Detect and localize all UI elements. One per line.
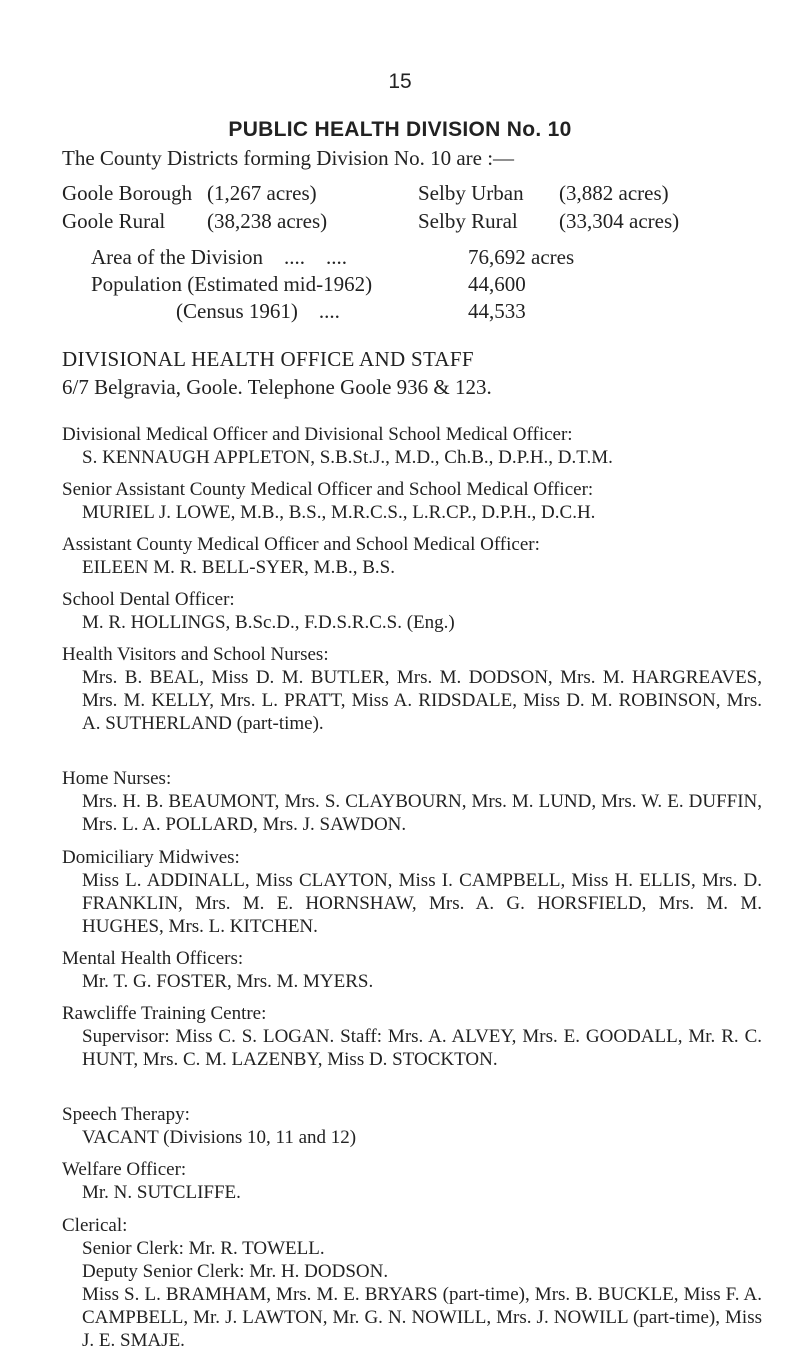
- district-name: Goole Borough: [62, 181, 193, 205]
- section-title: Clerical:: [62, 1215, 128, 1236]
- staff-names: VACANT (Divisions 10, 11 and 12): [82, 1127, 357, 1148]
- staff-names: Supervisor: Miss C. S. LOGAN. Staff: Mrs. A. ALVEY, Mrs. E. GOODALL, Mr. R. C. HUNT, Mrs. C. M. LAZENBY, Miss D. STOCKTON.: [82, 1026, 762, 1070]
- staff-names: MURIEL J. LOWE, M.B., B.S., M.R.C.S., L.R.CP., D.P.H., D.C.H.: [82, 502, 596, 523]
- section-body: [62, 1237, 762, 1352]
- staff-names: Miss L. ADDINALL, Miss CLAYTON, Miss I. CAMPBELL, Miss H. ELLIS, Mrs. D. FRANKLIN, Mrs. M. E. HORNSHAW, Mrs. A. G. HORSFIELD, Mrs. M. M. HUGHES, Mrs. L. KITCHEN.: [82, 870, 762, 937]
- page-number: 15: [388, 70, 412, 93]
- office-address: 6/7 Belgravia, Goole. Telephone Goole 936 & 123.: [62, 375, 492, 399]
- district-area: (3,882 acres): [559, 181, 669, 205]
- staff-names: Miss S. L. BRAMHAM, Mrs. M. E. BRYARS (part-time), Mrs. B. BUCKLE, Miss F. A. CAMPBELL, Mr. J. LAWTON, Mr. G. N. NOWILL, Mrs. J. NOWILL (part-time), Miss J. E. SMAJE.: [82, 1284, 762, 1351]
- section-body: [62, 666, 762, 735]
- section-title: School Dental Officer:: [62, 589, 235, 610]
- section-title: Welfare Officer:: [62, 1159, 187, 1180]
- staff-names: Deputy Senior Clerk: Mr. H. DODSON.: [82, 1261, 389, 1282]
- stat-value: 44,533: [468, 299, 526, 323]
- staff-names: Mr. T. G. FOSTER, Mrs. M. MYERS.: [82, 971, 374, 992]
- office-heading: DIVISIONAL HEALTH OFFICE AND STAFF: [62, 347, 474, 371]
- section-title: Senior Assistant County Medical Officer and School Medical Officer:: [62, 479, 594, 500]
- section-title: Rawcliffe Training Centre:: [62, 1003, 267, 1024]
- section-title: Domiciliary Midwives:: [62, 847, 240, 868]
- section-body: [62, 970, 762, 993]
- district-area: (1,267 acres): [207, 181, 317, 205]
- page-title: PUBLIC HEALTH DIVISION No. 10: [228, 118, 572, 141]
- staff-names: Mrs. B. BEAL, Miss D. M. BUTLER, Mrs. M. DODSON, Mrs. M. HARGREAVES, Mrs. M. KELLY, Mrs. L. PRATT, Miss A. RIDSDALE, Miss D. M. ROBINSON, Mrs. A. SUTHERLAND (part-time).: [82, 667, 762, 734]
- section-body: [62, 869, 762, 938]
- section-body: [62, 501, 762, 524]
- section-body: [62, 611, 762, 634]
- section-body: [62, 1025, 762, 1071]
- section-title: Divisional Medical Officer and Divisional School Medical Officer:: [62, 424, 573, 445]
- section-body: [62, 1181, 762, 1204]
- staff-names: S. KENNAUGH APPLETON, S.B.St.J., M.D., Ch.B., D.P.H., D.T.M.: [82, 447, 613, 468]
- section-body: [62, 790, 762, 836]
- district-name: Goole Rural: [62, 209, 166, 233]
- stat-label: Population (Estimated mid-1962): [91, 272, 373, 296]
- staff-names: Mr. N. SUTCLIFFE.: [82, 1182, 241, 1203]
- section-body: [62, 1126, 762, 1149]
- section-title: Speech Therapy:: [62, 1104, 190, 1125]
- district-area: (38,238 acres): [207, 209, 328, 233]
- district-name: Selby Urban: [418, 181, 524, 205]
- staff-names: Mrs. H. B. BEAUMONT, Mrs. S. CLAYBOURN, Mrs. M. LUND, Mrs. W. E. DUFFIN, Mrs. L. A. POLLARD, Mrs. J. SAWDON.: [82, 791, 762, 835]
- district-name: Selby Rural: [418, 209, 518, 233]
- intro-text: The County Districts forming Division No. 10 are :—: [62, 146, 515, 170]
- section-title: Assistant County Medical Officer and School Medical Officer:: [62, 534, 540, 555]
- staff-names: EILEEN M. R. BELL-SYER, M.B., B.S.: [82, 557, 395, 578]
- stat-value: 44,600: [468, 272, 526, 296]
- section-body: [62, 446, 762, 469]
- section-title: Mental Health Officers:: [62, 948, 244, 969]
- stat-value: 76,692 acres: [468, 245, 575, 269]
- section-body: [62, 556, 762, 579]
- district-area: (33,304 acres): [559, 209, 680, 233]
- section-title: Home Nurses:: [62, 768, 172, 789]
- staff-names: M. R. HOLLINGS, B.Sc.D., F.D.S.R.C.S. (Eng.): [82, 612, 455, 633]
- staff-names: Senior Clerk: Mr. R. TOWELL.: [82, 1238, 325, 1259]
- section-title: Health Visitors and School Nurses:: [62, 644, 329, 665]
- stat-label: (Census 1961) ....: [176, 299, 340, 323]
- stat-label: Area of the Division .... ....: [91, 245, 348, 269]
